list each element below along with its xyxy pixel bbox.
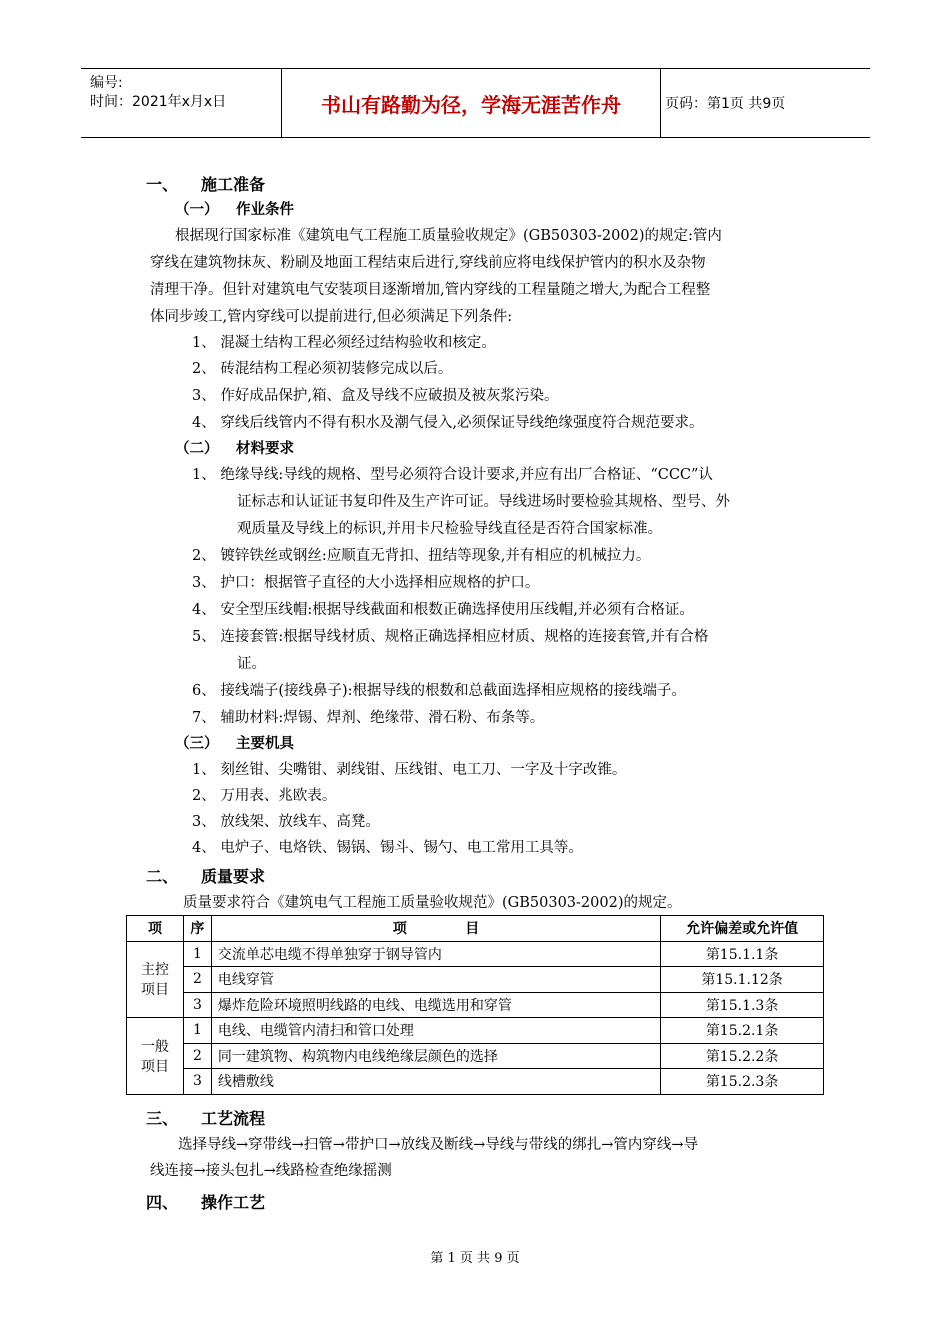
sub2-number: （二） xyxy=(175,441,219,457)
section1-number: 一、 xyxy=(146,175,179,194)
table-row xyxy=(127,967,824,993)
section3-heading: 工艺流程 xyxy=(201,1109,266,1128)
sub1-number: （一） xyxy=(175,202,219,218)
tool-item: 4、 电炉子、电烙铁、锡锅、锡斗、锡勺、电工常用工具等。 xyxy=(192,840,583,856)
col-header-category: 项 xyxy=(127,916,184,942)
sub1-title: 作业条件 xyxy=(236,202,294,218)
section4-heading: 操作工艺 xyxy=(201,1193,266,1212)
row-item: 电线穿管 xyxy=(211,967,660,993)
row-item: 交流单芯电缆不得单独穿于钢导管内 xyxy=(211,941,660,967)
sub2-title: 材料要求 xyxy=(236,441,294,457)
group-label: 主控 xyxy=(140,962,169,979)
table-row xyxy=(127,992,824,1018)
tool-item: 1、 刻丝钳、尖嘴钳、剥线钳、压线钳、电工刀、一字及十字改锥。 xyxy=(192,762,627,778)
group-label: 一般 xyxy=(140,1038,169,1055)
row-value: 第15.1.3条 xyxy=(661,992,824,1018)
section2-intro: 质量要求符合《建筑电气工程施工质量验收规范》(GB50303-2002)的规定。 xyxy=(183,895,682,911)
row-seq: 2 xyxy=(183,967,211,993)
material-item: 1、 绝缘导线:导线的规格、型号必须符合设计要求,并应有出厂合格证、“CCC”认 xyxy=(192,467,713,483)
para1-line: 清理干净。但针对建筑电气安装项目逐渐增加,管内穿线的工程量随之增大,为配合工程整 xyxy=(150,282,711,298)
group-label: 项目 xyxy=(140,982,169,999)
page-footer: 第 1 页 共 9 页 xyxy=(430,1251,520,1266)
table-row xyxy=(127,1043,824,1069)
table-row xyxy=(127,1018,824,1044)
page-header xyxy=(81,68,870,138)
table-row xyxy=(127,941,824,967)
row-seq: 3 xyxy=(183,1069,211,1095)
col-header-item: 项 目 xyxy=(211,916,660,942)
section4-number: 四、 xyxy=(146,1193,179,1212)
quality-table xyxy=(126,915,824,1095)
material-item-cont: 观质量及导线上的标识,并用卡尺检验导线直径是否符合国家标准。 xyxy=(237,521,663,537)
material-item: 4、 安全型压线帽:根据导线截面和根数正确选择使用压线帽,并必须有合格证。 xyxy=(192,602,694,618)
condition-item: 3、 作好成品保护,箱、盒及导线不应破损及被灰浆污染。 xyxy=(192,388,559,404)
row-seq: 1 xyxy=(183,941,211,967)
tool-item: 3、 放线架、放线车、高凳。 xyxy=(192,814,380,830)
row-seq: 3 xyxy=(183,992,211,1018)
row-item: 线槽敷线 xyxy=(211,1069,660,1095)
sub3-title: 主要机具 xyxy=(236,736,294,752)
col-header-value: 允许偏差或允许值 xyxy=(661,916,824,942)
row-value: 第15.2.2条 xyxy=(661,1043,824,1069)
material-item-cont: 证标志和认证证书复印件及生产许可证。导线进场时要检验其规格、型号、外 xyxy=(237,494,730,510)
material-item: 3、 护口：根据管子直径的大小选择相应规格的护口。 xyxy=(192,575,540,591)
group-main-control xyxy=(127,941,184,1018)
row-value: 第15.1.12条 xyxy=(661,967,824,993)
sub3-number: （三） xyxy=(175,736,219,752)
section3-number: 三、 xyxy=(146,1109,179,1128)
para1-line: 根据现行国家标准《建筑电气工程施工质量验收规定》(GB50303-2002)的规定:管内 xyxy=(175,228,722,244)
condition-item: 2、 砖混结构工程必须初装修完成以后。 xyxy=(192,361,453,377)
section1-heading: 施工准备 xyxy=(201,175,266,194)
process-flow-line: 选择导线→穿带线→扫管→带护口→放线及断线→导线与带线的绑扎→管内穿线→导 xyxy=(178,1137,699,1153)
row-value: 第15.2.1条 xyxy=(661,1018,824,1044)
row-seq: 2 xyxy=(183,1043,211,1069)
row-value: 第15.1.1条 xyxy=(661,941,824,967)
row-value: 第15.2.3条 xyxy=(661,1069,824,1095)
col-header-seq: 序 xyxy=(183,916,211,942)
material-item: 7、 辅助材料:焊锡、焊剂、绝缘带、滑石粉、布条等。 xyxy=(192,710,545,726)
header-motto: 书山有路勤为径，学海无涯苦作舟 xyxy=(281,69,661,137)
group-general xyxy=(127,1018,184,1095)
table-header-row xyxy=(127,916,824,942)
section2-number: 二、 xyxy=(146,867,179,886)
row-item: 电线、电缆管内清扫和管口处理 xyxy=(211,1018,660,1044)
row-item: 爆炸危险环境照明线路的电线、电缆选用和穿管 xyxy=(211,992,660,1018)
material-item: 5、 连接套管:根据导线材质、规格正确选择相应材质、规格的连接套管,并有合格 xyxy=(192,629,709,645)
material-item-cont: 证。 xyxy=(237,656,266,672)
number-label: 编号: xyxy=(90,75,123,91)
material-item: 6、 接线端子(接线鼻子):根据导线的根数和总截面选择相应规格的接线端子。 xyxy=(192,683,687,699)
para1-line: 体同步竣工,管内穿线可以提前进行,但必须满足下列条件: xyxy=(150,309,513,325)
header-left xyxy=(81,69,281,137)
row-item: 同一建筑物、构筑物内电线绝缘层颜色的选择 xyxy=(211,1043,660,1069)
header-page-info: 页码：第1页 共9页 xyxy=(665,96,786,112)
group-label: 项目 xyxy=(140,1058,169,1075)
section2-heading: 质量要求 xyxy=(201,867,266,886)
time-label: 时间：2021年x月x日 xyxy=(90,94,227,110)
table-row xyxy=(127,1069,824,1095)
process-flow-line: 线连接→接头包扎→线路检查绝缘摇测 xyxy=(150,1163,392,1179)
tool-item: 2、 万用表、兆欧表。 xyxy=(192,788,337,804)
material-item: 2、 镀锌铁丝或钢丝:应顺直无背扣、扭结等现象,并有相应的机械拉力。 xyxy=(192,548,651,564)
condition-item: 4、 穿线后线管内不得有积水及潮气侵入,必须保证导线绝缘强度符合规范要求。 xyxy=(192,415,704,431)
condition-item: 1、 混凝土结构工程必须经过结构验收和核定。 xyxy=(192,335,496,351)
row-seq: 1 xyxy=(183,1018,211,1044)
para1-line: 穿线在建筑物抹灰、粉刷及地面工程结束后进行,穿线前应将电线保护管内的积水及杂物 xyxy=(150,255,706,271)
